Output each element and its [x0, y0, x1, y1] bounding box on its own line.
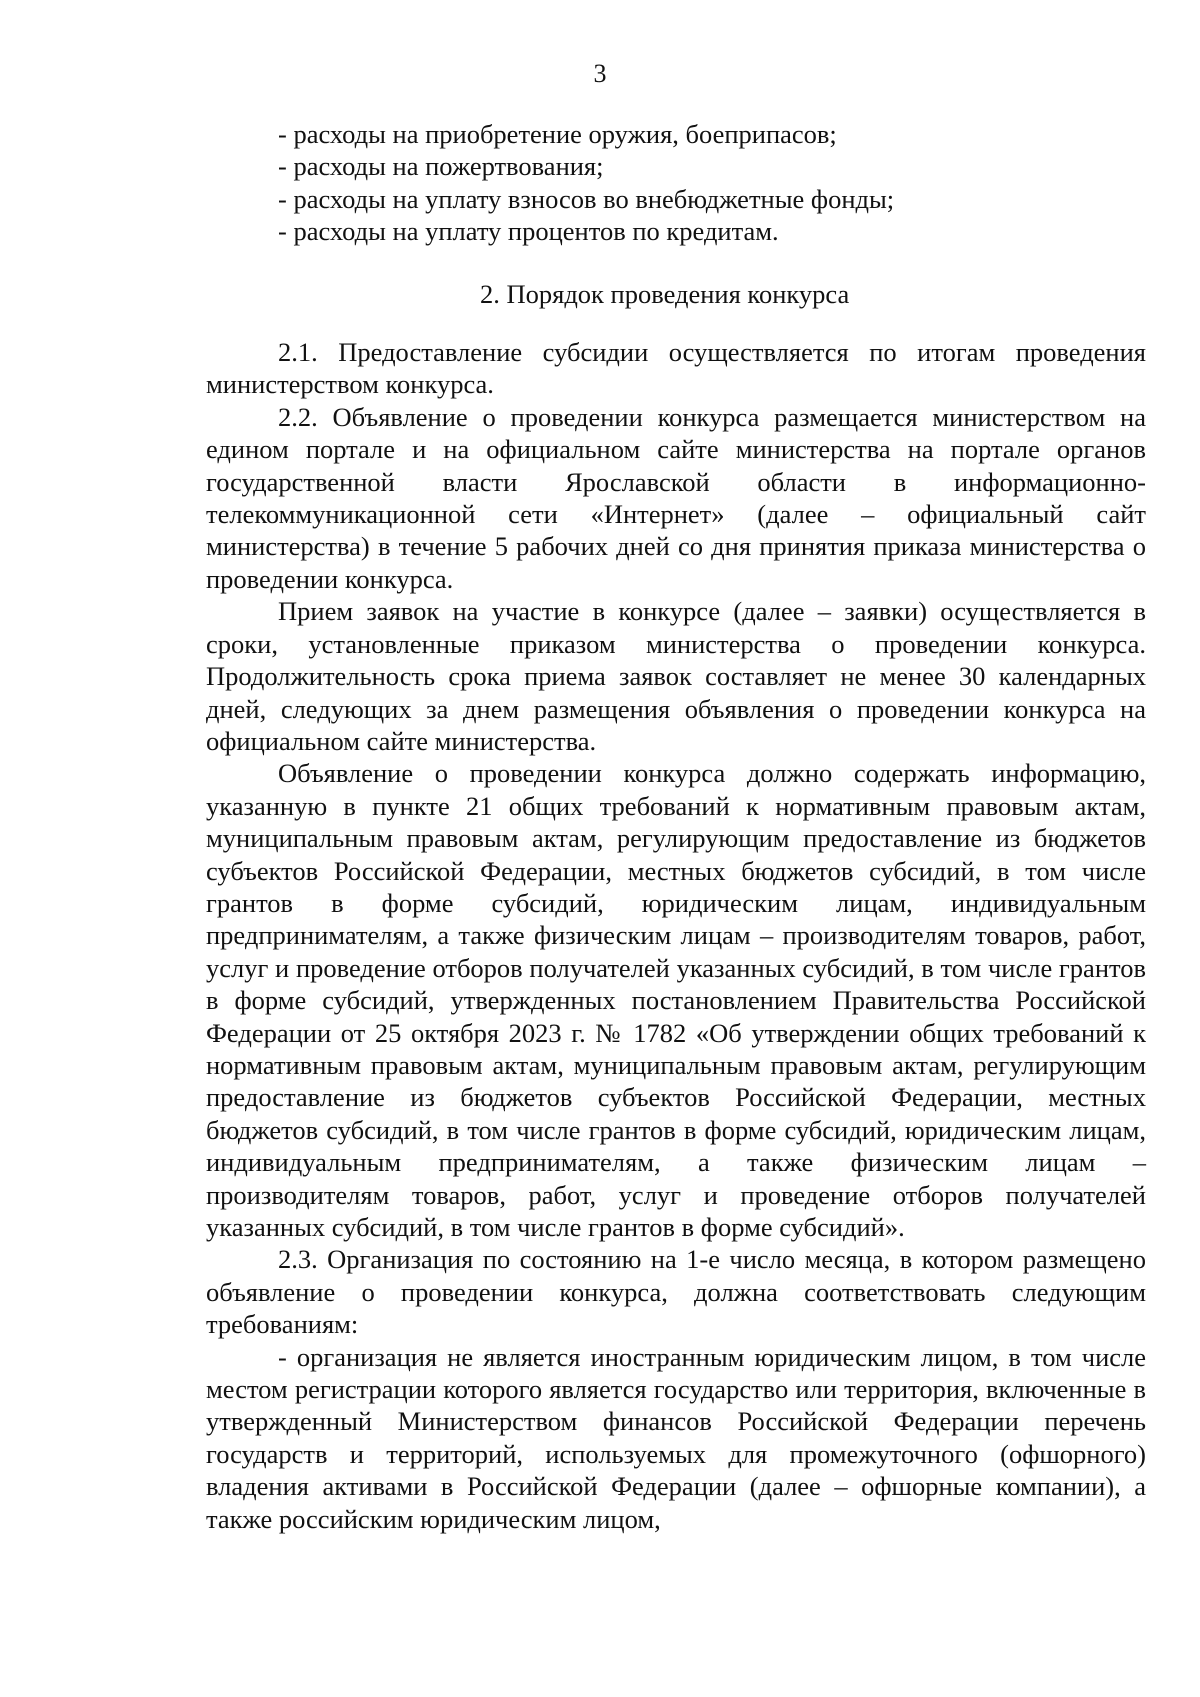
document-body	[206, 118, 1146, 1535]
paragraph-announcement-content: Объявление о проведении конкурса должно содержать информацию, указанную в пункте 21 общих требований к нормативным правовым актам, муниципальным правовым актам, регулирующим предоставление из бюджетов субъектов Российской Федерации, местных бюджетов субсидий, в том числе грантов в форме субсидий, юридическим лицам, индивидуальным предпринимателям, а также физическим лицам – производителям товаров, работ, услуг и проведение отборов получателей указанных субсидий, в том числе грантов в форме субсидий, утвержденных постановлением Правительства Российской Федерации от 25 октября 2023 г. № 1782 «Об утверждении общих требований к нормативным правовым актам, муниципальным правовым актам, регулирующим предоставление из бюджетов субъектов Российской Федерации, местных бюджетов субсидий, в том числе грантов в форме субсидий, юридическим лицам, индивидуальным предпринимателям, а также физическим лицам – производителям товаров, работ, услуг и проведение отборов получателей указанных субсидий, в том числе грантов в форме субсидий».	[206, 758, 1146, 1242]
page-number: 3	[593, 59, 607, 88]
paragraph-2-3: 2.3. Организация по состоянию на 1-е число месяца, в котором размещено объявление о проведении конкурса, должна соответствовать следующим требованиям:	[206, 1244, 1146, 1340]
list-item: - расходы на пожертвования;	[278, 151, 604, 182]
paragraph-2-2: 2.2. Объявление о проведении конкурса размещается министерством на едином портале и на официальном сайте министерства на портале органов государственной власти Ярославской области в информационно-телекоммуникационной сети «Интернет» (далее – официальный сайт министерства) в течение 5 рабочих дней со дня принятия приказа министерства о проведении конкурса.	[206, 401, 1146, 594]
list-item: - расходы на уплату взносов во внебюджетные фонды;	[278, 183, 895, 214]
expense-list	[206, 118, 1146, 248]
paragraph-applications: Прием заявок на участие в конкурсе (далее – заявки) осуществляется в сроки, установленные приказом министерства о проведении конкурса. Продолжительность срока приема заявок составляет не менее 30 календарных дней, следующих за днем размещения объявления о проведении конкурса на официальном сайте министерства.	[206, 596, 1146, 756]
paragraph-requirement: - организация не является иностранным юридическим лицом, в том числе местом регистрации которого является государство или территория, включенные в утвержденный Министерством финансов Российской Федерации перечень государств и территорий, используемых для промежуточного (офшорного) владения активами в Российской Федерации (далее – офшорные компании), а также российским юридическим лицом,	[206, 1341, 1146, 1534]
section-heading: 2. Порядок проведения конкурса	[480, 278, 850, 309]
list-item: - расходы на приобретение оружия, боеприпасов;	[278, 119, 837, 149]
list-item: - расходы на уплату процентов по кредитам.	[278, 216, 779, 247]
paragraph-2-1: 2.1. Предоставление субсидии осуществляется по итогам проведения министерством конкурса.	[206, 337, 1146, 400]
